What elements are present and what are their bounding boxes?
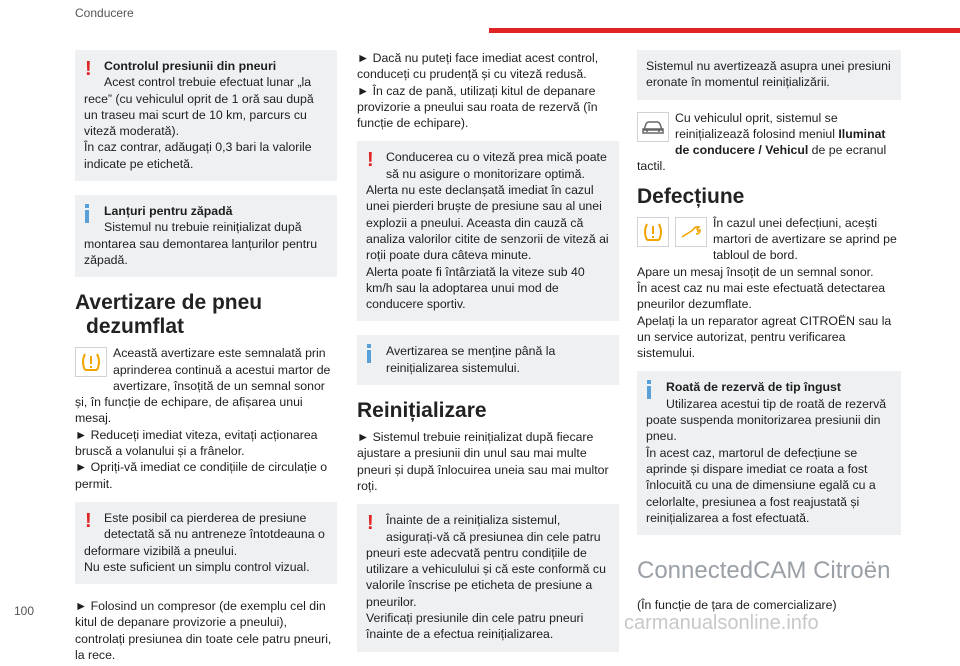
info-icon xyxy=(367,344,379,363)
heading-deflation-warning: Avertizare de pneu dezumflat xyxy=(75,291,263,339)
box-text: Este posibil ca pierderea de presiune detectată să nu antreneze întotdeauna o xyxy=(104,510,325,542)
bullet-item: ► Reduceți imediat viteza, evitați acționarea bruscă a volanului și a frânelor. xyxy=(75,427,318,459)
bullet-item: ► Sistemul trebuie reinițializat după fiecare ajustare a presiunii din unul sau mai multe pneuri și după înlocuirea uneia sau mai multor roți. xyxy=(357,430,609,493)
box-text: Alerta nu este declanșată imediat în cazul unei pierderi bruște de presiune sau al unei explozii a pneului. Aceasta din cauză că analiza valorilor citite de senzorii de viteză ai roții poate dura câteva minute. xyxy=(366,183,609,263)
column-left xyxy=(75,50,337,663)
box-text: Conducerea cu o viteză prea mică poate să nu asigure o monitorizare optimă. xyxy=(386,150,607,181)
warning-exclamation-icon: ! xyxy=(367,512,374,535)
box-text: Verificați presiunile din cele patru pneuri înainte de a efectua reinițializarea. xyxy=(366,611,584,642)
paragraph-availability: (În funcție de țara de comercializare) xyxy=(637,598,837,613)
warning-exclamation-icon: ! xyxy=(85,509,92,532)
box-text: Sistemul nu avertizează asupra unei presiuni eronate în momentul reinițializării. xyxy=(646,59,891,90)
info-icon xyxy=(647,380,659,399)
warning-box-pressure-check xyxy=(75,50,337,181)
box-text: Nu este suficient un simplu control vizual. xyxy=(84,559,310,574)
bullet-item: ► În caz de pană, utilizați kitul de depanare provizorie a pneului sau roata de rezervă (în funcție de echipare). xyxy=(357,83,598,131)
watermark: carmanualsonline.info xyxy=(624,612,819,634)
box-text: Acest control trebuie efectuat lunar „la xyxy=(104,75,312,90)
heading-connectedcam: ConnectedCAM Citroën xyxy=(637,557,891,585)
tyre-warning-icon xyxy=(75,347,107,377)
wrench-icon xyxy=(675,217,707,247)
box-text: pneuri este adecvată pentru condițiile de utilizare a vehiculului și că este conformă cu valorile înscrise pe eticheta de presiune a pneurilor. xyxy=(366,545,606,609)
paragraph-reset-menu: Cu vehiculul oprit, sistemul se reinițializează folosind meniul Iluminat de conducere / Vehicul de pe ecranul tactil. xyxy=(637,110,887,174)
box-text: poate suspenda monitorizarea presiunii din pneu. xyxy=(646,413,881,444)
column-middle xyxy=(357,50,619,666)
box-title: Controlul presiunii din pneuri xyxy=(104,59,277,73)
box-text: Avertizarea se menține până la reinițializarea sistemului. xyxy=(386,344,556,375)
box-text: Utilizarea acestui tip de roată de rezervă xyxy=(666,396,887,411)
box-text: deformare vizibilă a pneului. xyxy=(84,543,238,558)
box-text: Înainte de a reinițializa sistemul, asigurați-vă că presiunea din cele patru xyxy=(386,513,601,544)
column-right xyxy=(637,50,901,613)
box-title: Roată de rezervă de tip îngust xyxy=(666,380,841,395)
header-accent-bar xyxy=(489,28,960,33)
paragraph-deflation: Această avertizare este semnalată prin aprinderea continuă a acestui martor de avertizare, însoțită de un semnal sonor și, în funcție de echipare, de afișarea unui mesaj. ► Reduceți imediat viteza, evitați acționarea bruscă a volanului și a frânelor. ► Opriți-vă imediat ce condițiile de circulație o permit. xyxy=(75,345,337,492)
box-title: Lanțuri pentru zăpadă xyxy=(104,204,233,219)
warning-box-before-reset xyxy=(357,504,619,651)
bullet-item: ► Folosind un compresor (de exemplu cel din kitul de depanare provizorie a pneului), controlați presiunea din toate cele patru pneuri, la rece. xyxy=(75,599,332,663)
car-icon xyxy=(637,112,669,142)
warning-box-visual-check xyxy=(75,502,337,584)
note-box-no-warning xyxy=(637,50,901,100)
box-text: Sistemul nu trebuie reinițializat după xyxy=(104,220,302,235)
text-line: Apare un mesaj însoțit de un semnal sonor. xyxy=(637,264,874,279)
info-box-spare-wheel xyxy=(637,371,901,535)
tyre-warning-icon xyxy=(637,217,669,247)
box-text: În acest caz, martorul de defecțiune se aprinde și dispare imediat ce roata a fost înlocuită cu una de dimensiune egală cu a celorlalte, presiunea a fost reajustată și reinițializarea a fost efectuată. xyxy=(646,445,876,525)
heading-reset: Reinițializare xyxy=(357,399,487,423)
text-line: Apelați la un reparator agreat CITROËN sau la un service autorizat, pentru verificarea sistemului. xyxy=(637,313,892,361)
warning-exclamation-icon: ! xyxy=(367,149,374,172)
section-title: Conducere xyxy=(75,6,134,20)
heading-fault: Defecțiune xyxy=(637,184,745,208)
bullet-item: ► Dacă nu puteți face imediat acest control, conduceți cu prudență și cu viteză redusă. xyxy=(357,51,599,82)
box-text: Alerta poate fi întârziată la viteze sub 40 km/h sau la adoptarea unui mod de conducere sportiv. xyxy=(366,264,585,312)
box-text: În caz contrar, adăugați 0,3 bari la valorile indicate pe etichetă. xyxy=(84,140,312,171)
paragraph-fault: În cazul unei defecțiuni, acești martori de avertizare se aprind pe tabloul de bord. Apare un mesaj însoțit de un semnal sonor. În acest caz nu mai este efectuată detectarea pneurilor dezumflate. Apelați la un reparator agreat CITROËN sau la un service autorizat, pentru verificarea sistemului. xyxy=(637,215,901,362)
info-box-warning-persists xyxy=(357,335,619,385)
page-number: 100 xyxy=(14,604,35,618)
info-icon xyxy=(85,204,97,223)
text-line: În acest caz nu mai este efectuată detectarea pneurilor dezumflate. xyxy=(637,280,886,312)
box-text: rece” (cu vehiculul oprit de 1 oră sau după un traseu mai scurt de 10 km, parcurs cu viteză moderată). xyxy=(84,91,314,139)
box-text: montarea sau demontarea lanțurilor pentru zăpadă. xyxy=(84,236,318,267)
warning-exclamation-icon: ! xyxy=(85,58,92,80)
warning-box-low-speed xyxy=(357,141,619,321)
bullet-item: ► Opriți-vă imediat ce condițiile de circulație o permit. xyxy=(75,460,328,491)
info-box-snow-chains xyxy=(75,195,337,277)
